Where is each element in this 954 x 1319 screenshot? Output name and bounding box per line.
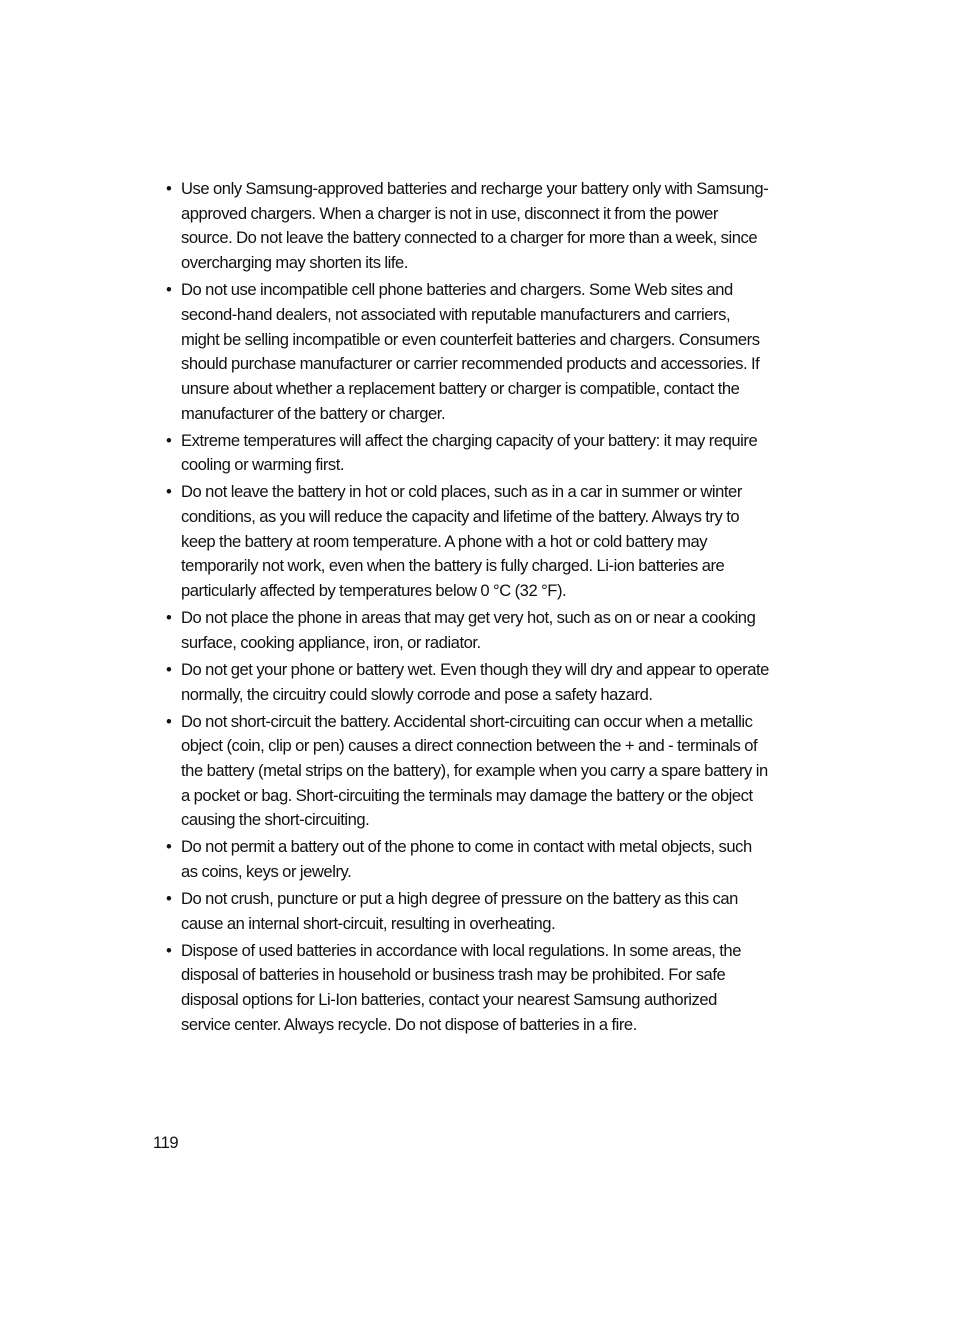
bullet-icon: •: [166, 482, 172, 502]
battery-safety-list: [166, 177, 770, 1038]
list-item-text: Do not place the phone in areas that may get very hot, such as on or near a cooking surface, cooking appliance, iron, or radiator.: [181, 608, 756, 652]
list-item: [166, 606, 770, 655]
list-item-text: Do not leave the battery in hot or cold places, such as in a car in summer or winter conditions, as you will reduce the capacity and lifetime of the battery. Always try to keep the battery at room temperature. A phone with a hot or cold battery may temporarily not work, even when the battery is fully charged. Li-ion batteries are particularly affected by temperatures below 0 °C (32 °F).: [181, 482, 742, 601]
list-item: [166, 177, 770, 276]
list-item-text: Do not permit a battery out of the phone to come in contact with metal objects, such as coins, keys or jewelry.: [181, 837, 752, 882]
list-item: [166, 429, 770, 478]
list-item: [166, 939, 770, 1038]
list-item-text: Do not get your phone or battery wet. Even though they will dry and appear to operate normally, the circuitry could slowly corrode and pose a safety hazard.: [181, 659, 769, 704]
page-number: 119: [153, 1133, 179, 1152]
list-item-text: Use only Samsung-approved batteries and recharge your battery only with Samsung-approved chargers. When a charger is not in use, disconnect it from the power source. Do not leave the battery connected to a charger for more than a week, since overcharging may shorten its life.: [181, 179, 769, 273]
list-item: [166, 710, 770, 834]
list-item: [166, 278, 770, 426]
bullet-icon: •: [166, 659, 172, 679]
list-item: [166, 658, 770, 707]
bullet-icon: •: [166, 889, 172, 909]
page-content: [166, 177, 770, 1040]
bullet-icon: •: [166, 711, 172, 731]
list-item: [166, 835, 770, 884]
bullet-icon: •: [166, 280, 172, 300]
list-item: [166, 887, 770, 936]
bullet-icon: •: [166, 430, 172, 450]
list-item-text: Dispose of used batteries in accordance with local regulations. In some areas, the disposal of batteries in household or business trash may be prohibited. For safe disposal options for Li-Ion batteries, contact your nearest Samsung authorized service center. Always recycle. Do not dispose of batteries in a fire.: [181, 940, 741, 1034]
bullet-icon: •: [166, 940, 172, 960]
list-item-text: Do not short-circuit the battery. Accidental short-circuiting can occur when a metallic object (coin, clip or pen) causes a direct connection between the + and - terminals of the battery (metal strips on the battery), for example when you carry a spare battery in a pocket or bag. Short-circuiting the terminals may damage the battery or the object causing the short-circuiting.: [181, 711, 768, 830]
list-item-text: Extreme temperatures will affect the charging capacity of your battery: it may require cooling or warming first.: [181, 430, 758, 475]
bullet-icon: •: [166, 179, 172, 198]
list-item-text: Do not crush, puncture or put a high degree of pressure on the battery as this can cause an internal short-circuit, resulting in overheating.: [181, 889, 738, 933]
list-item-text: Do not use incompatible cell phone batteries and chargers. Some Web sites and second-hand dealers, not associated with reputable manufacturers and carriers, might be selling incompatible or even counterfeit batteries and chargers. Consumers should purchase manufacturer or carrier recommended products and accessories. If unsure about whether a replacement battery or charger is compatible, contact the manufacturer of the battery or charger.: [181, 280, 760, 423]
bullet-icon: •: [166, 837, 172, 857]
bullet-icon: •: [166, 608, 172, 628]
list-item: [166, 480, 770, 604]
